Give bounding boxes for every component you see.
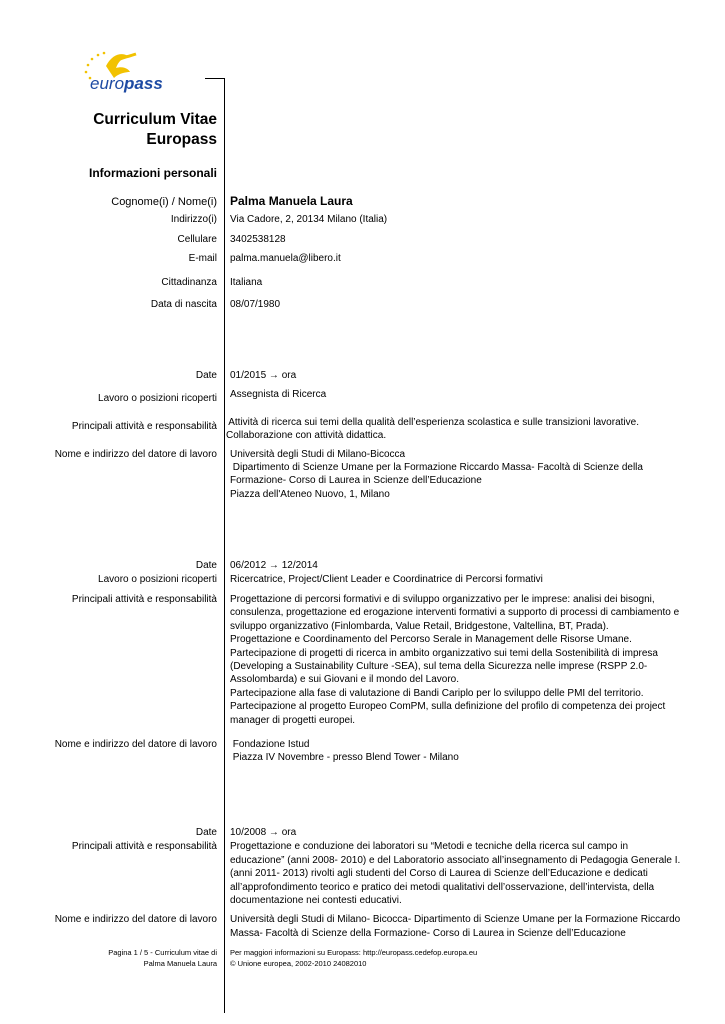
vertical-rule bbox=[224, 78, 225, 1013]
mobile-label: Cellulare bbox=[177, 234, 217, 245]
job2-activities-value: Progettazione di percorsi formativi e di sviluppo organizzativo per le imprese: analisi dei bisogni, consulenza, progettazione ed erogazione interventi formativi a supporto di processi di cambiamento e sviluppo organizzativo (Finlombarda, Value Retail, Bridgestone, Valtellina, BT, Prada). Progettazione e Coordinamento del Percorso Serale in Management delle Risorse Umane. Partecipazione di progetti di ricerca in ambito organizzativo sui temi della Sostenibilità di impresa (Developing a Sustainability Culture -SEA), sul tema della Sicurezza nelle imprese (RSPP 2.0- Assolombarda) e sui Giovani e il mondo del Lavoro. Partecipazione alla fase di valutazione di Bandi Cariplo per lo sviluppo delle PMI del territorio. Partecipazione al progetto Europeo ComPM, sulla definizione del profilo di competenza dei project manager di progetti europei. bbox=[230, 594, 680, 726]
mobile-value: 3402538128 bbox=[230, 234, 286, 245]
job2-position-label: Lavoro o posizioni ricoperti bbox=[98, 574, 217, 585]
job3-date-label: Date bbox=[195, 827, 217, 838]
citizenship-label: Cittadinanza bbox=[161, 277, 217, 288]
job1-activities-value: Attività di ricerca sui temi della qualità dell’esperienza scolastica e sulle transizioni lavorative. Collaborazione con attività didattica. bbox=[226, 417, 639, 442]
address-label: Indirizzo(i) bbox=[170, 214, 217, 225]
europass-wordmark: europass bbox=[90, 74, 163, 93]
job1-employer-label: Nome e indirizzo del datore di lavoro bbox=[54, 449, 217, 460]
job3-employer-label: Nome e indirizzo del datore di lavoro bbox=[54, 914, 217, 925]
name-value: Palma Manuela Laura bbox=[230, 194, 353, 208]
job1-employer-value: Università degli Studi di Milano-Bicocca Dipartimento di Scienze Umane per la Formazione Riccardo Massa- Facoltà di Scienze della Formazione- Corso di Laurea in Scienze dell’Educazione Piazza dell'Ateneo Nuovo, 1, Milano bbox=[230, 449, 643, 500]
job1-date-value: 01/2015 → ora bbox=[230, 370, 297, 381]
job2-position-value: Ricercatrice, Project/Client Leader e Coordinatrice di Percorsi formativi bbox=[230, 574, 543, 585]
cv-title-line1: Curriculum Vitae bbox=[93, 111, 217, 128]
job3-employer-value: Università degli Studi di Milano- Bicocca- Dipartimento di Scienze Umane per la Formazione Riccardo Massa- Facoltà di Scienze della Formazione- Corso di Laurea in Scienze dell’Educazione bbox=[230, 914, 681, 939]
birth-date-value: 08/07/1980 bbox=[230, 299, 281, 310]
job1-position-label: Lavoro o posizioni ricoperti bbox=[98, 393, 217, 404]
job2-employer-value: Fondazione Istud Piazza IV Novembre - presso Blend Tower - Milano bbox=[232, 739, 459, 764]
top-rule bbox=[205, 78, 225, 79]
cv-title-line2: Europass bbox=[146, 131, 217, 148]
email-value[interactable]: palma.manuela@libero.it bbox=[230, 253, 341, 264]
section-personal-info: Informazioni personali bbox=[88, 166, 217, 180]
job2-activities-label: Principali attività e responsabilità bbox=[71, 594, 217, 605]
job2-date-label: Date bbox=[195, 560, 217, 571]
birth-date-label: Data di nascita bbox=[150, 299, 217, 310]
footer-europass-info: Per maggiori informazioni su Europass: http://europass.cedefop.europa.eu © Unione europea, 2002-2010 24082010 bbox=[230, 948, 478, 968]
job3-activities-label: Principali attività e responsabilità bbox=[71, 841, 217, 852]
citizenship-value: Italiana bbox=[230, 277, 263, 288]
job3-activities-value: Progettazione e conduzione dei laboratori su “Metodi e tecniche della ricerca sul campo in educazione” (anni 2008- 2010) e del Laboratorio associato all’insegnamento di Pedagogia Generale I. (anni 2011- 2013) rivolti agli studenti del Corso di Laurea di Scienze dell’Educazione e dedicati all’approfondimento teorico e pratico dei metodi qualitativi dell’osservazione, dell’intervista, della documentazione nei contesti educativi. bbox=[230, 841, 681, 907]
job1-activities-label: Principali attività e responsabilità bbox=[71, 421, 217, 432]
job2-employer-label: Nome e indirizzo del datore di lavoro bbox=[54, 739, 217, 750]
email-label: E-mail bbox=[188, 253, 217, 264]
job1-position-value: Assegnista di Ricerca bbox=[230, 389, 327, 400]
job3-date-value: 10/2008 → ora bbox=[230, 827, 297, 838]
job1-date-label: Date bbox=[195, 370, 217, 381]
footer-page-info: Pagina 1 / 5 - Curriculum vitae di Palma Manuela Laura bbox=[108, 948, 217, 968]
name-label: Cognome(i) / Nome(i) bbox=[111, 196, 217, 208]
job2-date-value: 06/2012 → 12/2014 bbox=[230, 560, 318, 571]
address-value: Via Cadore, 2, 20134 Milano (Italia) bbox=[230, 214, 388, 225]
